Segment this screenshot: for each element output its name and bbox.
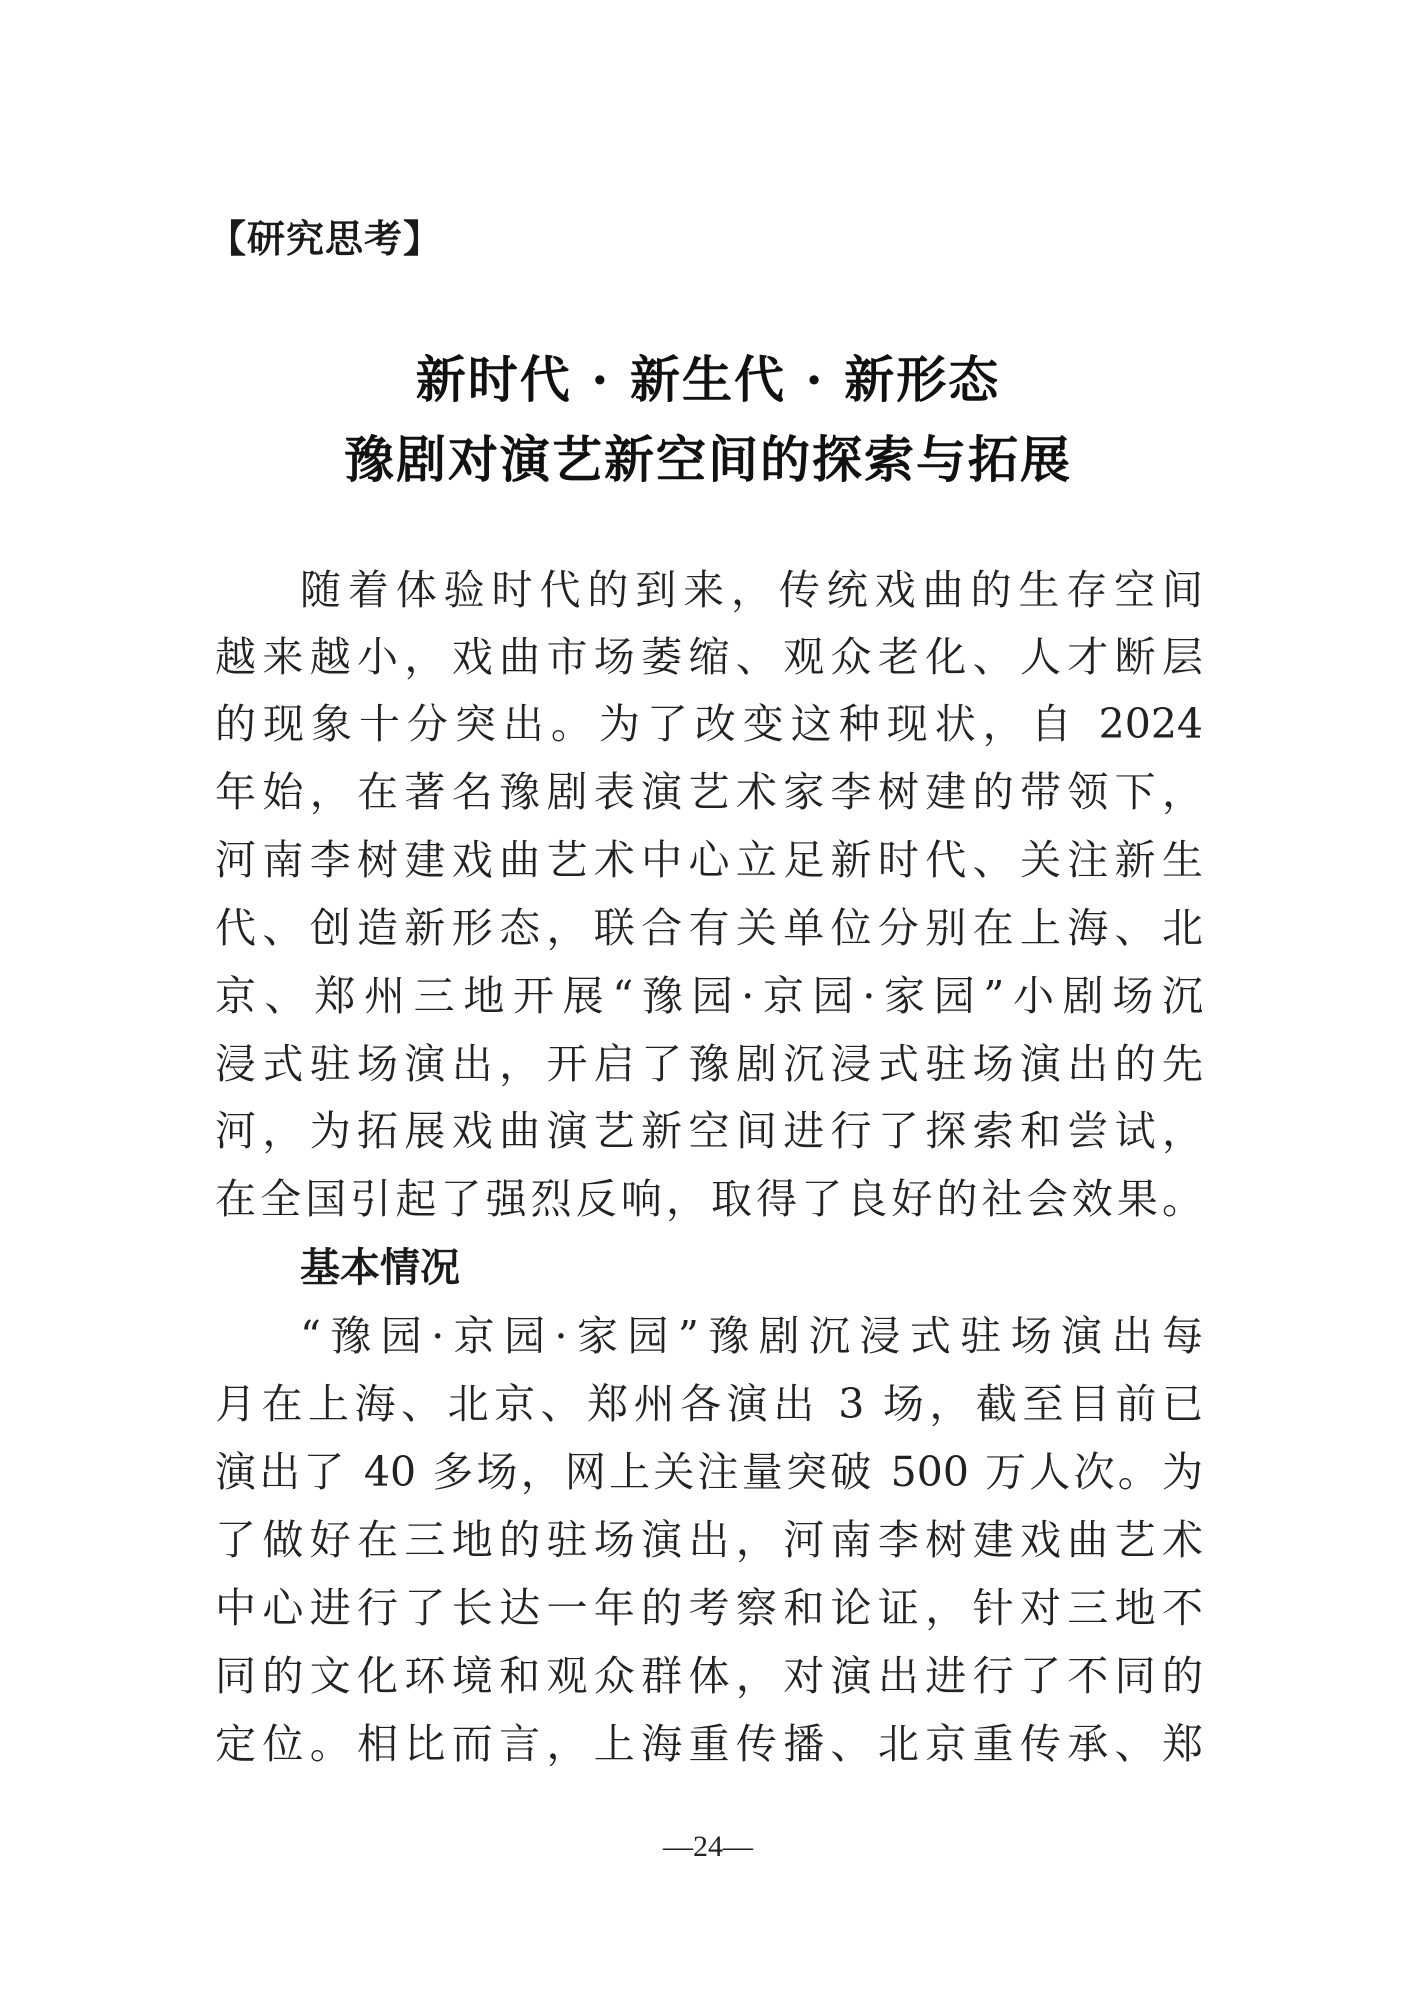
text-line: 中心进行了长达一年的考察和论证，针对三地不	[215, 1584, 1203, 1632]
text-line: 在全国引起了强烈反响，取得了良好的社会效果。	[215, 1175, 1203, 1223]
section-tag: 【研究思考】	[208, 217, 443, 261]
text-line: “豫园·京园·家园”豫剧沉浸式驻场演出每	[300, 1312, 1203, 1360]
text-line: 了做好在三地的驻场演出，河南李树建戏曲艺术	[215, 1516, 1203, 1564]
article-title-line-1: 新时代 · 新生代 · 新形态	[415, 350, 1001, 409]
page-number: —24—	[663, 1830, 753, 1863]
text-line: 月在上海、北京、郑州各演出 3 场，截至目前已	[215, 1380, 1203, 1428]
article-title-line-2: 豫剧对演艺新空间的探索与拓展	[344, 430, 1072, 489]
text-line: 的现象十分突出。为了改变这种现状，自 2024	[215, 700, 1203, 748]
text-line: 演出了 40 多场，网上关注量突破 500 万人次。为	[215, 1448, 1203, 1496]
text-line: 浸式驻场演出，开启了豫剧沉浸式驻场演出的先	[215, 1040, 1203, 1088]
text-line: 定位。相比而言，上海重传播、北京重传承、郑	[215, 1720, 1203, 1768]
text-line: 随着体验时代的到来，传统戏曲的生存空间	[300, 566, 1203, 614]
text-line: 河南李树建戏曲艺术中心立足新时代、关注新生	[215, 836, 1203, 884]
text-line: 河，为拓展戏曲演艺新空间进行了探索和尝试，	[215, 1107, 1203, 1155]
text-line: 越来越小，戏曲市场萎缩、观众老化、人才断层	[215, 633, 1203, 681]
text-line: 年始，在著名豫剧表演艺术家李树建的带领下，	[215, 768, 1203, 816]
text-line: 同的文化环境和观众群体，对演出进行了不同的	[215, 1652, 1203, 1700]
text-line: 京、郑州三地开展“豫园·京园·家园”小剧场沉	[215, 972, 1203, 1020]
section-heading: 基本情况	[300, 1245, 460, 1291]
text-line: 代、创造新形态，联合有关单位分别在上海、北	[215, 904, 1203, 952]
